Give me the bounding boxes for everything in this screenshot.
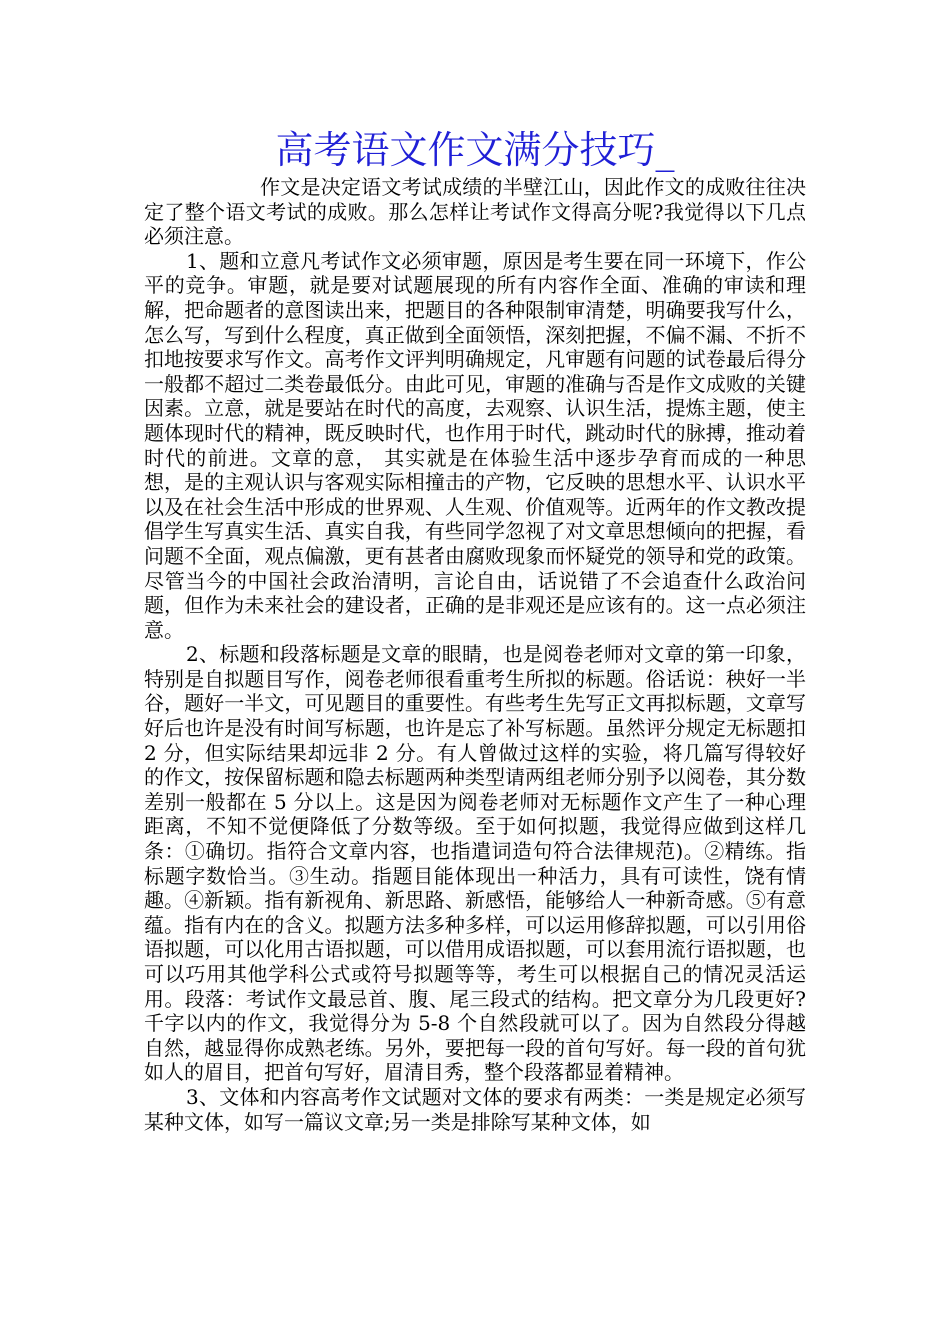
document-body <box>144 175 806 1134</box>
document-title: 高考语文作文满分技巧_ <box>275 128 675 172</box>
section-3-paragraph: 3、文体和内容高考作文试题对文体的要求有两类：一类是规定必须写某种文体，如写一篇议文章;另一类是排除写某种文体，如 <box>144 1084 806 1134</box>
intro-paragraph: 作文是决定语文考试成绩的半壁江山，因此作文的成败往往决定了整个语文考试的成败。那么怎样让考试作文得高分呢?我觉得以下几点必须注意。 <box>144 175 806 249</box>
section-2-paragraph: 2、标题和段落标题是文章的眼睛，也是阅卷老师对文章的第一印象，特别是自拟题目写作，阅卷老师很看重考生所拟的标题。俗话说：秧好一半谷，题好一半文，可见题目的重要性。有些考生先写正文再拟标题，文章写好后也许是没有时间写标题，也许是忘了补写标题。虽然评分规定无标题扣 2 分，但实际结果却远非 2 分。有人曾做过这样的实验，将几篇写得较好的作文，按保留标题和隐去标题两种类型请两组老师分别予以阅卷，其分数差别一般都在 5 分以上。这是因为阅卷老师对无标题作文产生了一种心理距离，不知不觉便降低了分数等级。至于如何拟题，我觉得应做到这样几条：①确切。指符合文章内容，也指遣词造句符合法律规范)。②精练。指标题字数恰当。③生动。指题目能体现出一种活力，具有可读性，饶有情趣。④新颖。指有新视角、新思路、新感悟，能够给人一种新奇感。⑤有意蕴。指有内在的含义。拟题方法多种多样，可以运用修辞拟题，可以引用俗语拟题，可以化用古语拟题，可以借用成语拟题，可以套用流行语拟题，也可以巧用其他学科公式或符号拟题等等，考生可以根据自己的情况灵活运用。段落：考试作文最忌首、腹、尾三段式的结构。把文章分为几段更好?千字以内的作文，我觉得分为 5-8 个自然段就可以了。因为自然段分得越自然，越显得你成熟老练。另外，要把每一段的首句写好。每一段的首句犹如人的眉目，把首句写好，眉清目秀，整个段落都显着精神。 <box>144 642 806 1085</box>
section-1-paragraph: 1、题和立意凡考试作文必须审题，原因是考生要在同一环境下，作公平的竞争。审题，就是要对试题展现的所有内容作全面、准确的审读和理解，把命题者的意图读出来，把题目的各种限制审清楚，明确要我写什么，怎么写，写到什么程度，真正做到全面领悟，深刻把握，不偏不漏、不折不扣地按要求写作文。高考作文评判明确规定，凡审题有问题的试卷最后得分一般都不超过二类卷最低分。由此可见，审题的准确与否是作文成败的关键因素。立意，就是要站在时代的高度，去观察、认识生活，提炼主题，使主题体现时代的精神，既反映时代，也作用于时代，跳动时代的脉搏，推动着时代的前进。文章的意， 其实就是在体验生活中逐步孕育而成的一种思想，是的主观认识与客观实际相撞击的产物，它反映的思想水平、认识水平以及在社会生活中形成的世界观、人生观、价值观等。近两年的作文教改提倡学生写真实生活、真实自我，有些同学忽视了对文章思想倾向的把握，看问题不全面，观点偏激，更有甚者由腐败现象而怀疑党的领导和党的政策。尽管当今的中国社会政治清明，言论自由，话说错了不会追查什么政治问题，但作为未来社会的建设者，正确的是非观还是应该有的。这一点必须注意。 <box>144 248 806 642</box>
